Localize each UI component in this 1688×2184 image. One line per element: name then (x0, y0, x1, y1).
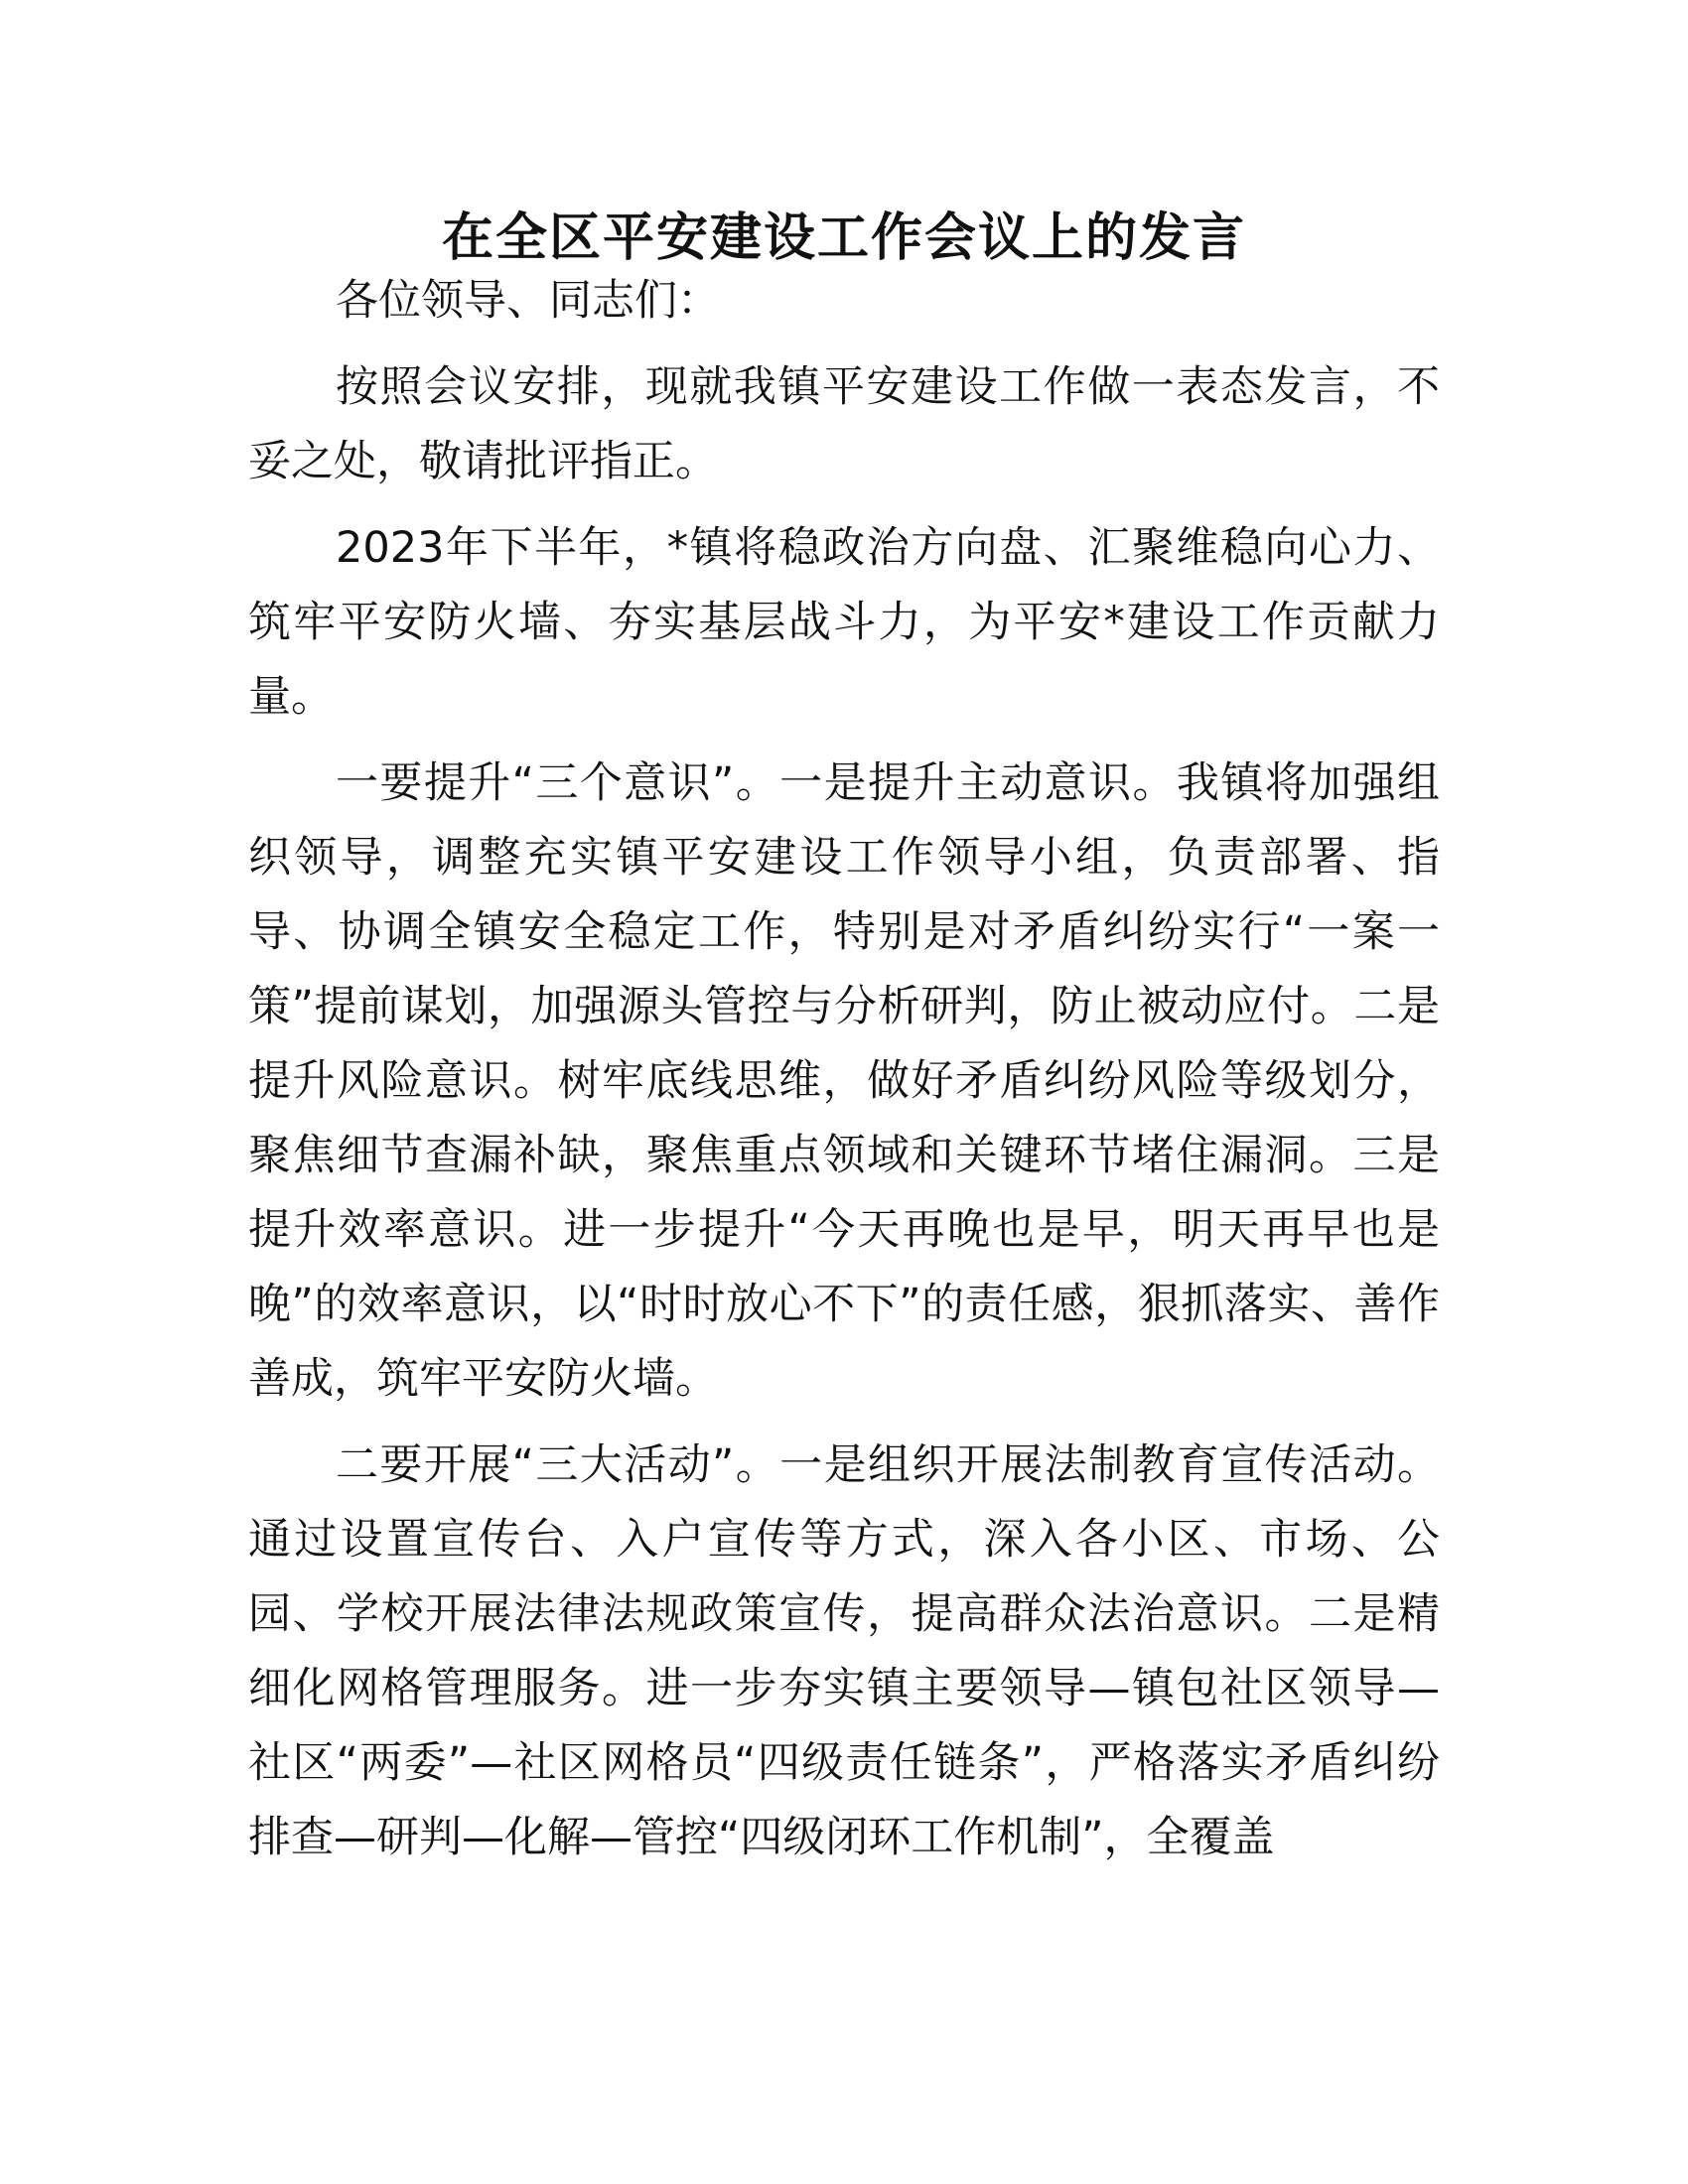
intro-paragraph: 按照会议安排，现就我镇平安建设工作做一表态发言，不妥之处，敬请批评指正。 (248, 362, 1440, 486)
document-title: 在全区平安建设工作会议上的发言 (441, 208, 1246, 268)
greeting-paragraph: 各位领导、同志们： (336, 276, 720, 326)
summary-paragraph: 2023年下半年，*镇将稳政治方向盘、汇聚维稳向心力、筑牢平安防火墙、夯实基层战斗力，为平安*建设工作贡献力量。 (248, 523, 1440, 722)
point-one-paragraph: 一要提升“三个意识”。一是提升主动意识。我镇将加强组织领导，调整充实镇平安建设工作领导小组，负责部署、指导、协调全镇安全稳定工作，特别是对矛盾纠纷实行“一案一策”提前谋划，加强源头管控与分析研判，防止被动应付。二是提升风险意识。树牢底线思维，做好矛盾纠纷风险等级划分，聚焦细节查漏补缺，聚焦重点领域和关键环节堵住漏洞。三是提升效率意识。进一步提升“今天再晚也是早，明天再早也是晚”的效率意识，以“时时放心不下”的责任感，狠抓落实、善作善成，筑牢平安防火墙。 (248, 758, 1440, 1404)
document-body (248, 264, 1440, 1887)
point-two-paragraph: 二要开展“三大活动”。一是组织开展法制教育宣传活动。通过设置宣传台、入户宣传等方式，深入各小区、市场、公园、学校开展法律法规政策宣传，提高群众法治意识。二是精细化网格管理服务。进一步夯实镇主要领导—镇包社区领导—社区“两委”—社区网格员“四级责任链条”，严格落实矛盾纠纷排查—研判—化解—管控“四级闭环工作机制”，全覆盖 (248, 1440, 1440, 1862)
